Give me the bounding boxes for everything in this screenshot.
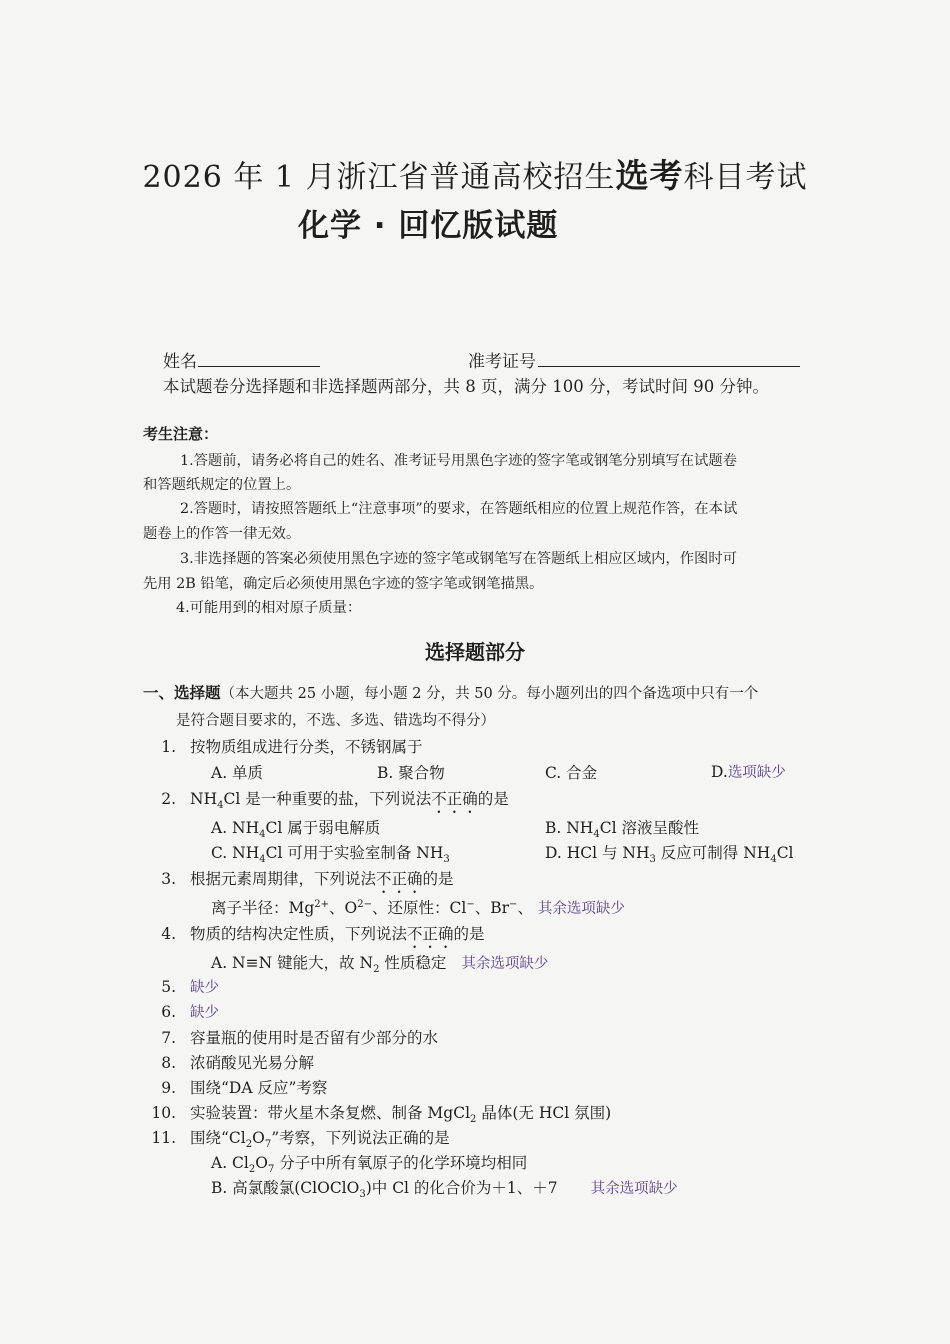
notice-line: 题卷上的作答一律无效。 xyxy=(143,526,301,542)
q2-option-d: D. HCl 与 $NH_3$ 反应可制得 $NH_4Cl$ xyxy=(545,844,794,866)
question-4: 4. 物质的结构决定性质，下列说法不正确的是 xyxy=(161,925,485,943)
question-1: 1. 按物质组成进行分类，不锈钢属于 xyxy=(161,738,423,756)
q1-option-a: A. 单质 xyxy=(211,764,264,782)
q11-option-b: B. 高氯酸氯(ClOClO$_3$)中 Cl 的化合价为＋1、＋7 其余选项缺少 xyxy=(211,1179,678,1201)
question-10: 10. 实验装置：带火星木条复燃、制备 MgCl$_2$ 晶体(无 HCl 氛围) xyxy=(151,1104,612,1126)
name-blank xyxy=(198,366,320,367)
q3-line: 离子半径：$Mg^{2+}$、$O^{2-}$、还原性：Cl−、Br−、 其余选项缺少 xyxy=(211,898,625,917)
instructions-line-1: 一、选择题（本大题共 25 小题，每小题 2 分，共 50 分。每小题列出的四个备选项中只有一个 xyxy=(143,684,759,702)
question-6: 6. 缺少 xyxy=(161,1003,219,1021)
question-2: 2. $NH_4Cl$ 是一种重要的盐，下列说法不正确的是 xyxy=(161,790,509,812)
question-3: 3. 根据元素周期律，下列说法不正确的是 xyxy=(161,870,454,888)
q2-option-b: B. $NH_4Cl$ 溶液呈酸性 xyxy=(545,819,699,841)
id-label: 准考证号 xyxy=(468,352,536,372)
question-11: 11. 围绕“$Cl_2O_7$”考察，下列说法正确的是 xyxy=(151,1129,450,1151)
notice-title: 考生注意： xyxy=(143,425,219,443)
exam-subtitle: 化学 · 回忆版试题 xyxy=(298,208,559,244)
q1-option-b: B. 聚合物 xyxy=(377,764,445,782)
instructions-line-2: 是符合题目要求的，不选、多选、错选均不得分） xyxy=(176,713,495,729)
notice-line: 4.可能用到的相对原子质量： xyxy=(176,600,362,616)
section-title: 选择题部分 xyxy=(425,640,525,664)
notice-line: 和答题纸规定的位置上。 xyxy=(143,477,301,493)
notice-line: 3.非选择题的答案必须使用黑色字迹的签字笔或钢笔写在答题纸上相应区域内，作图时可 xyxy=(180,551,737,567)
q2-option-c: C. $NH_4Cl$ 可用于实验室制备 $NH_3$ xyxy=(211,844,450,866)
exam-title: 2026 年 1 月浙江省普通高校招生选考科目考试 xyxy=(142,156,808,195)
intro-text: 本试题卷分选择题和非选择题两部分，共 8 页，满分 100 分，考试时间 90 分钟。 xyxy=(163,377,769,396)
notice-line: 2.答题时，请按照答题纸上“注意事项”的要求，在答题纸相应的位置上规范作答，在本试 xyxy=(180,501,738,517)
q4-option-a: A. N≡N 键能大，故 $N_2$ 性质稳定 其余选项缺少 xyxy=(211,954,549,976)
notice-line: 1.答题前，请务必将自己的姓名、准考证号用黑色字迹的签字笔或钢笔分别填写在试题卷 xyxy=(180,453,737,469)
q1-option-c: C. 合金 xyxy=(545,764,598,782)
q1-option-d: D.选项缺少 xyxy=(711,763,786,781)
question-5: 5. 缺少 xyxy=(161,978,219,996)
question-7: 7. 容量瓶的使用时是否留有少部分的水 xyxy=(161,1029,439,1047)
q11-option-a: A. $Cl_2O_7$ 分子中所有氧原子的化学环境均相同 xyxy=(211,1154,528,1176)
question-8: 8. 浓硝酸见光易分解 xyxy=(161,1054,315,1072)
q2-option-a: A. $NH_4Cl$ 属于弱电解质 xyxy=(211,819,381,841)
name-label: 姓名 xyxy=(163,352,197,372)
question-9: 9. 围绕“DA 反应”考察 xyxy=(161,1079,328,1097)
notice-line: 先用 2B 铅笔，确定后必须使用黑色字迹的签字笔或钢笔描黑。 xyxy=(143,576,544,592)
id-blank xyxy=(538,366,800,367)
